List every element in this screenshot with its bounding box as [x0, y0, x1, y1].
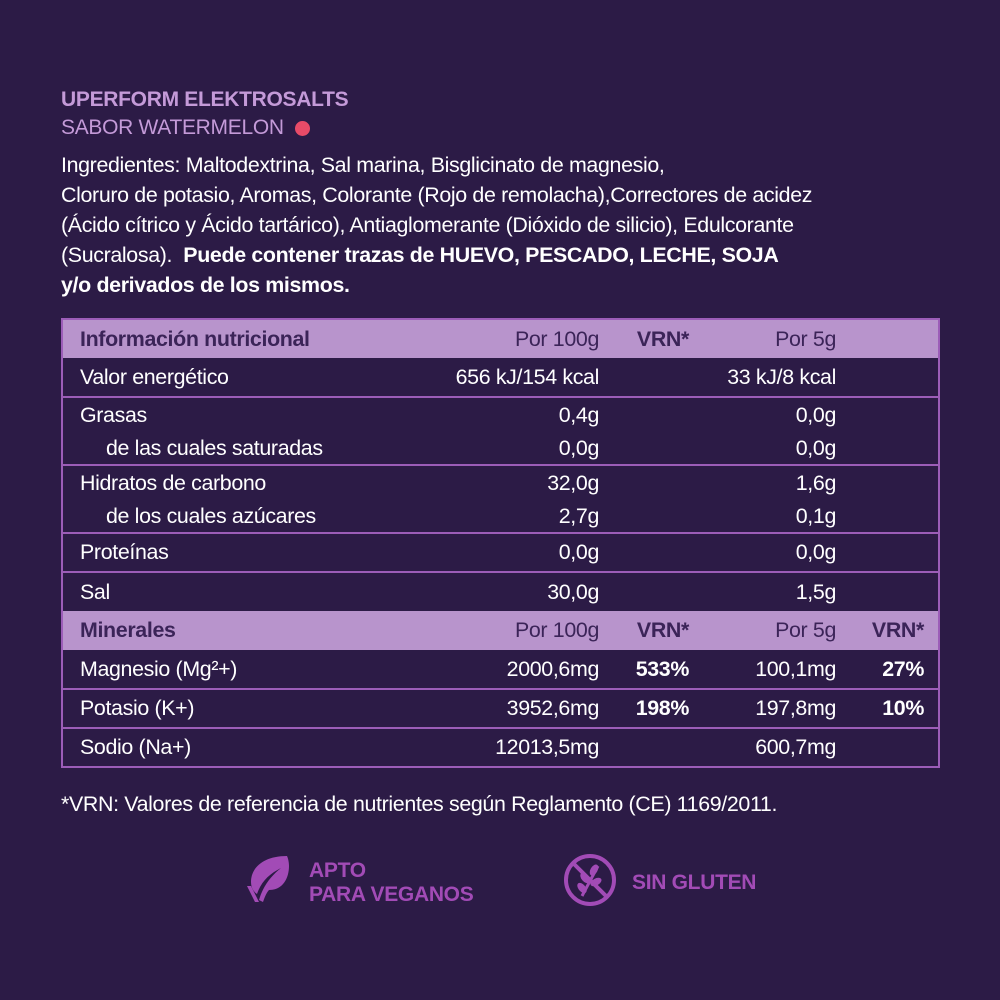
row-per100: 32,0g	[386, 465, 599, 500]
table-row	[62, 465, 939, 500]
flavor-label: SABOR WATERMELON	[61, 116, 284, 139]
nutrition-table	[61, 318, 940, 768]
row-vrn: 533%	[635, 656, 689, 681]
vegan-line-1: APTO	[309, 859, 366, 882]
ingredients-line	[61, 270, 961, 300]
table-row	[62, 397, 939, 432]
row-per100: 2,7g	[558, 503, 599, 528]
vegan-leaf-icon	[243, 852, 295, 914]
row-per100: 30,0g	[386, 572, 599, 611]
row-per5: 1,5g	[689, 572, 836, 611]
ingredients-line	[61, 240, 961, 270]
row-per5: 1,6g	[689, 465, 836, 500]
row-per5: 197,8mg	[689, 689, 836, 728]
header-vrn-2: VRN*	[871, 618, 924, 642]
row-label: Proteínas	[62, 533, 386, 572]
nutrition-header-row	[62, 319, 939, 358]
minerals-header-row	[62, 611, 939, 650]
row-label: de las cuales saturadas	[106, 435, 323, 460]
vegan-badge	[243, 852, 473, 914]
product-flavor	[61, 116, 310, 140]
row-vrn-2: 10%	[836, 689, 924, 728]
table-row	[62, 650, 939, 689]
row-label: Valor energético	[80, 364, 229, 389]
header-vrn: VRN*	[636, 326, 689, 351]
row-label: Hidratos de carbono	[62, 465, 386, 500]
row-per5: 0,0g	[689, 533, 836, 572]
header-vrn: VRN*	[636, 618, 689, 642]
row-per100: 0,0g	[558, 435, 599, 460]
header-per5: Por 5g	[775, 618, 836, 642]
table-row	[62, 500, 939, 533]
table-row	[62, 533, 939, 572]
ingredients-text	[61, 150, 961, 300]
table-row	[62, 358, 939, 397]
row-per100: 0,4g	[386, 397, 599, 432]
ingredients-line-normal: (Sucralosa).	[61, 243, 173, 267]
vrn-footnote: *VRN: Valores de referencia de nutrientes según Reglamento (CE) 1169/2011.	[61, 792, 778, 816]
gluten-free-badge	[562, 852, 756, 914]
header-per100: Por 100g	[514, 326, 599, 351]
table-row	[62, 728, 939, 767]
row-label: Sodio (Na+)	[62, 728, 386, 767]
allergen-warning-cont: y/o derivados de los mismos.	[61, 273, 350, 297]
allergen-warning: Puede contener trazas de HUEVO, PESCADO, LECHE, SOJA	[183, 243, 779, 267]
row-per5: 100,1mg	[755, 656, 836, 681]
row-label: Grasas	[62, 397, 386, 432]
header-per5: Por 5g	[775, 326, 836, 351]
gluten-badge-text: SIN GLUTEN	[632, 871, 757, 894]
row-vrn: 198%	[599, 689, 689, 728]
row-vrn-2: 27%	[882, 656, 924, 681]
row-per100: 2000,6mg	[506, 656, 599, 681]
table-row	[62, 689, 939, 728]
row-per5: 33 kJ/8 kcal	[727, 364, 836, 389]
row-label: de los cuales azúcares	[106, 503, 316, 528]
header-label: Información nutricional	[80, 326, 310, 351]
row-per100: 0,0g	[386, 533, 599, 572]
table-row	[62, 432, 939, 465]
row-per5: 0,0g	[689, 397, 836, 432]
flavor-color-dot	[295, 121, 310, 136]
ingredients-line: (Ácido cítrico y Ácido tartárico), Antiaglomerante (Dióxido de silicio), Edulcorante	[61, 213, 794, 237]
no-gluten-icon	[562, 852, 618, 914]
row-per5: 600,7mg	[689, 728, 836, 767]
table-row	[62, 572, 939, 611]
row-per100: 12013,5mg	[386, 728, 599, 767]
ingredients-line: Cloruro de potasio, Aromas, Colorante (Rojo de remolacha),Correctores de acidez	[61, 183, 813, 207]
product-title: UPERFORM ELEKTROSALTS	[61, 88, 349, 111]
row-per100: 3952,6mg	[386, 689, 599, 728]
row-label: Sal	[62, 572, 386, 611]
row-label: Potasio (K+)	[62, 689, 386, 728]
header-label: Minerales	[80, 618, 176, 642]
vegan-badge-text	[309, 859, 473, 907]
vegan-line-2: PARA VEGANOS	[309, 883, 474, 906]
row-per5: 0,0g	[795, 435, 836, 460]
row-per100: 656 kJ/154 kcal	[455, 364, 599, 389]
row-label: Magnesio (Mg²+)	[80, 656, 238, 681]
header-per100: Por 100g	[514, 618, 599, 642]
ingredients-line: Ingredientes: Maltodextrina, Sal marina, Bisglicinato de magnesio,	[61, 153, 665, 177]
row-per5: 0,1g	[795, 503, 836, 528]
